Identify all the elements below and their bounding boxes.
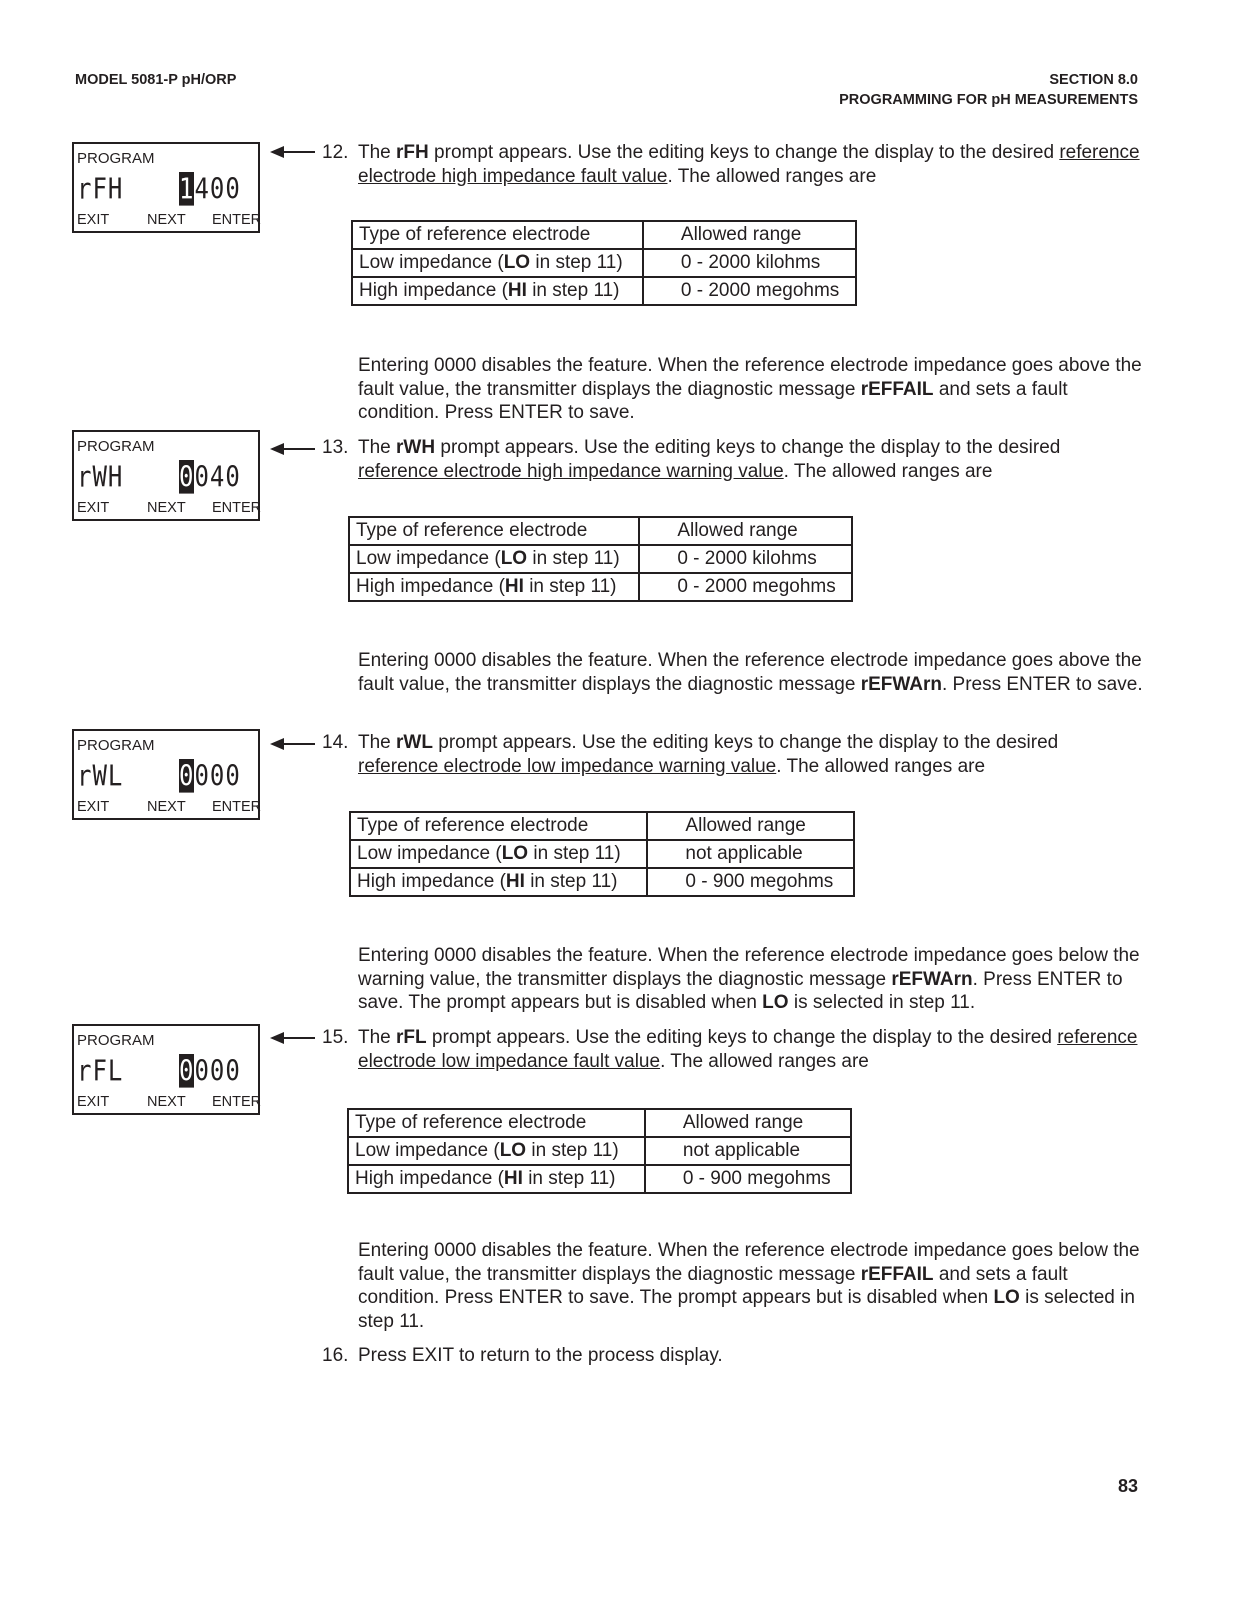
lcd-key-exit: EXIT [77,500,110,516]
step-text: The rWH prompt appears. Use the editing keys to change the display to the desired reference electrode high impedance warning value. The allowed ranges are [358,437,1061,482]
table-cell: Low impedance (LO in step 11) [348,1137,645,1165]
lcd-prompt-code: rFL [77,1054,124,1088]
table-cell: High impedance (HI in step 11) [348,1165,645,1193]
lcd-value-digits: 040 [194,460,241,494]
lcd-prompt-code: rWL [77,759,124,793]
step-16 [322,1344,1142,1368]
table-row [352,249,856,277]
lcd-value-digits: 000 [194,1054,241,1088]
lcd-mode-label: PROGRAM [77,150,155,167]
table-row [350,868,854,896]
table-row [348,1137,851,1165]
lcd-value [179,460,241,494]
lcd-value-digits: 000 [194,759,241,793]
table-row [349,545,852,573]
arrow-left-icon [270,442,315,456]
note-paragraph: Entering 0000 disables the feature. When the reference electrode impedance goes above the fault value, the transmitter displays the diagnostic message rEFFAIL and sets a fault condition. Press ENTER to save. [358,355,1142,423]
lcd-cursor-digit: 1 [179,172,195,206]
lcd-cursor-digit: 0 [179,1054,195,1088]
table-row [348,1165,851,1193]
table-cell: Low impedance (LO in step 11) [352,249,643,277]
table-row [350,840,854,868]
underlined-term: reference electrode low impedance fault value [358,1027,1138,1072]
prompt-name: rWH [396,437,436,458]
lcd-key-enter: ENTER [212,1094,262,1110]
arrow-left-icon [270,737,315,751]
lcd-cursor-digit: 0 [179,460,195,494]
table-cell: High impedance (HI in step 11) [350,868,647,896]
table-cell: 0 - 2000 megohms [643,277,856,305]
lcd-mode-label: PROGRAM [77,1032,155,1049]
table-row [350,812,854,840]
prompt-name: rWL [396,732,433,753]
header-section-number: SECTION 8.0 [1049,72,1138,88]
step-text: The rFH prompt appears. Use the editing keys to change the display to the desired reference electrode high impedance fault value. The allowed ranges are [358,142,1140,187]
lcd-key-next: NEXT [147,212,186,228]
table-header-cell: Type of reference electrode [349,517,639,545]
arrow-left-icon [270,145,315,159]
table-row [348,1109,851,1137]
table-cell: 0 - 900 megohms [647,868,854,896]
lcd-value [179,1054,241,1088]
lcd-key-exit: EXIT [77,799,110,815]
lcd-display-rwl [72,729,260,820]
lcd-key-enter: ENTER [212,799,262,815]
lcd-key-enter: ENTER [212,212,262,228]
step-text: The rWL prompt appears. Use the editing keys to change the display to the desired reference electrode low impedance warning value. The allowed ranges are [358,732,1059,777]
table-header-cell: Allowed range [639,517,852,545]
lcd-display-rfl [72,1024,260,1115]
lcd-key-next: NEXT [147,799,186,815]
table-cell: 0 - 2000 kilohms [643,249,856,277]
table-header-cell: Allowed range [645,1109,851,1137]
lcd-value [179,172,241,206]
table-row [349,517,852,545]
step-text: Press EXIT to return to the process display. [358,1345,723,1366]
table-cell: 0 - 2000 megohms [639,573,852,601]
step-13 [322,436,1142,483]
lcd-prompt-code: rWH [77,460,124,494]
range-table-rwl [349,811,855,897]
page-number: 83 [1117,1476,1138,1496]
step-15 [322,1026,1142,1073]
table-cell: not applicable [645,1137,851,1165]
table-cell: 0 - 2000 kilohms [639,545,852,573]
step-number: 15. [322,1027,349,1048]
arrow-left-icon [270,1031,315,1045]
header-section [839,70,1138,110]
table-row [352,221,856,249]
header-model: MODEL 5081-P pH/ORP [75,72,237,88]
header-section-title: PROGRAMMING FOR pH MEASUREMENTS [839,92,1138,108]
table-cell: High impedance (HI in step 11) [349,573,639,601]
table-header-cell: Type of reference electrode [352,221,643,249]
step-number: 14. [322,732,349,753]
note-paragraph: Entering 0000 disables the feature. When the reference electrode impedance goes below the warning value, the transmitter displays the diagnostic message rEFWArn. Press ENTER to save. The prompt appears but is disabled when LO is selected in step 11. [358,945,1140,1013]
step-number: 12. [322,142,349,163]
lcd-display-rfh [72,142,260,233]
prompt-name: rFL [396,1027,427,1048]
table-cell: 0 - 900 megohms [645,1165,851,1193]
lcd-key-next: NEXT [147,1094,186,1110]
lcd-key-enter: ENTER [212,500,262,516]
underlined-term: reference electrode low impedance warning value [358,755,777,777]
table-header-cell: Allowed range [647,812,854,840]
table-header-cell: Type of reference electrode [350,812,647,840]
range-table-rwh [348,516,853,602]
step-number: 13. [322,437,349,458]
table-header-cell: Allowed range [643,221,856,249]
lcd-key-exit: EXIT [77,212,110,228]
underlined-term: reference electrode high impedance fault value [358,142,1140,187]
lcd-prompt-code: rFH [77,172,124,206]
range-table-rfh [351,220,857,306]
lcd-display-rwh [72,430,260,521]
range-table-rfl [347,1108,852,1194]
underlined-term: reference electrode high impedance warning value [358,460,784,482]
table-cell: not applicable [647,840,854,868]
table-cell: Low impedance (LO in step 11) [350,840,647,868]
lcd-cursor-digit: 0 [179,759,195,793]
lcd-value [179,759,241,793]
table-cell: Low impedance (LO in step 11) [349,545,639,573]
table-row [349,573,852,601]
step-12 [322,141,1142,188]
lcd-value-digits: 400 [194,172,241,206]
lcd-mode-label: PROGRAM [77,438,155,455]
note-paragraph: Entering 0000 disables the feature. When the reference electrode impedance goes above the fault value, the transmitter displays the diagnostic message rEFWArn. Press ENTER to save. [358,650,1143,695]
table-row [352,277,856,305]
table-header-cell: Type of reference electrode [348,1109,645,1137]
lcd-mode-label: PROGRAM [77,737,155,754]
step-14 [322,731,1142,778]
lcd-key-exit: EXIT [77,1094,110,1110]
table-cell: High impedance (HI in step 11) [352,277,643,305]
lcd-key-next: NEXT [147,500,186,516]
step-text: The rFL prompt appears. Use the editing keys to change the display to the desired reference electrode low impedance fault value. The allowed ranges are [358,1027,1138,1072]
prompt-name: rFH [396,142,429,163]
note-paragraph: Entering 0000 disables the feature. When the reference electrode impedance goes below the fault value, the transmitter displays the diagnostic message rEFFAIL and sets a fault condition. Press ENTER to save. The prompt appears but is disabled when LO is selected in step 11. [358,1240,1140,1332]
step-number: 16. [322,1345,349,1366]
